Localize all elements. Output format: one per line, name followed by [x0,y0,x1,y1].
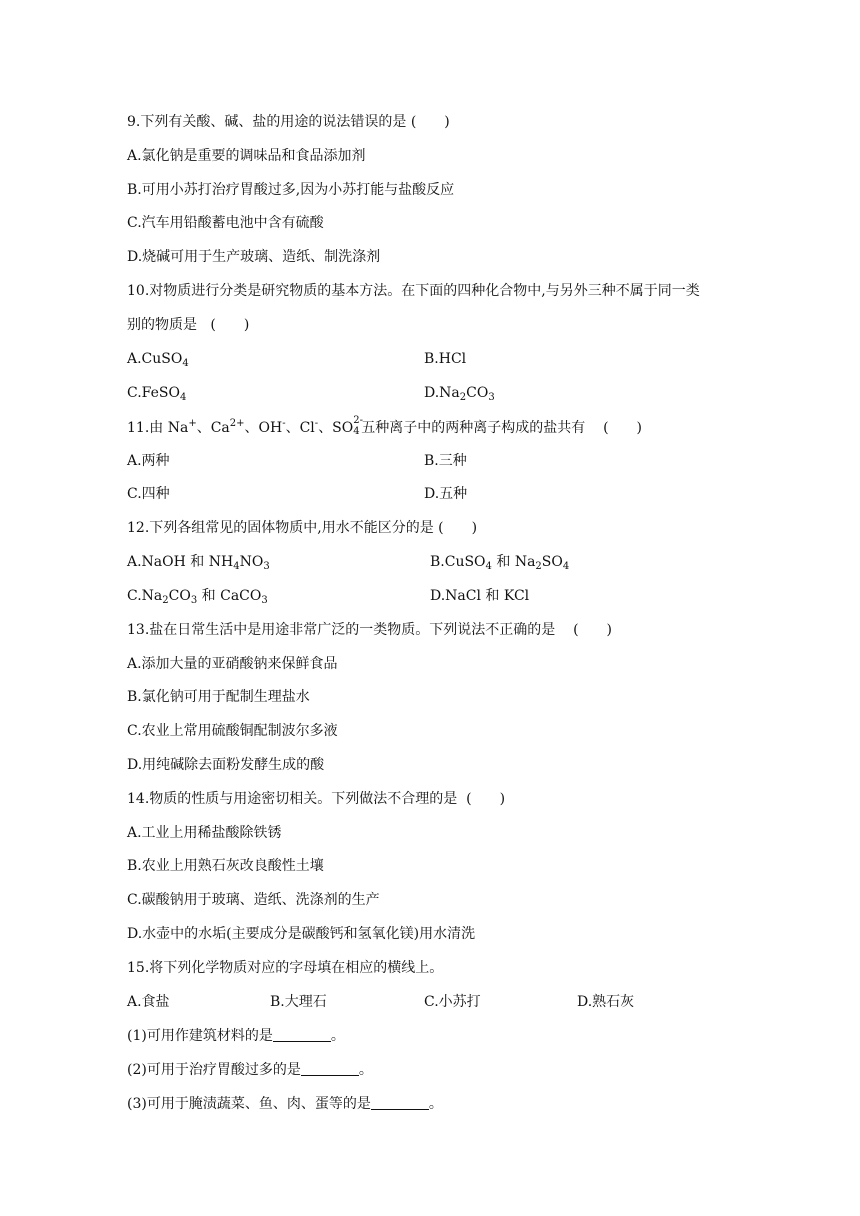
q10-stem-line2: 别的物质是 ( ) [127,317,250,333]
q14-stem: 14.物质的性质与用途密切相关。下列做法不合理的是 ( ) [127,791,506,807]
q15-option-a: A.食盐 [127,994,170,1010]
q14-option-b: B.农业上用熟石灰改良酸性土壤 [127,858,324,874]
q9-option-c: C.汽车用铅酸蓄电池中含有硫酸 [127,215,324,231]
q15-stem: 15.将下列化学物质对应的字母填在相应的横线上。 [127,960,444,976]
q12-stem: 12.下列各组常见的固体物质中,用水不能区分的是 ( ) [127,520,478,536]
q15-sub1: (1)可用作建筑材料的是 。 [127,1028,345,1044]
answer-blank-2[interactable] [301,1061,359,1076]
q9-option-d: D.烧碱可用于生产玻璃、造纸、制洗涤剂 [127,249,381,265]
q15-option-c: C.小苏打 [424,994,481,1010]
q15-sub2: (2)可用于治疗胃酸过多的是 。 [127,1062,373,1078]
q12-option-b: B.CuSO$_4$ 和 $Na_2SO_4$ [430,554,570,572]
sulfate-charge: 2- 4 [353,415,364,437]
q10-option-d: $D.Na_2CO_3$ [424,385,495,403]
q11-option-d: D.五种 [424,486,468,502]
q9-option-b: B.可用小苏打治疗胃酸过多,因为小苏打能与盐酸反应 [127,182,455,198]
q9-stem: 9.下列有关酸、碱、盐的用途的说法错误的是 ( ) [127,114,450,130]
q13-option-a: A.添加大量的亚硝酸钠来保鲜食品 [127,656,338,672]
q11-stem: 11.由 Na+、$Ca^{2+}$、OH-、Cl-、SO 2- 4 五种离子中的两种离子构成的盐共有 ( ) [127,415,643,437]
q13-stem: 13.盐在日常生活中是用途非常广泛的一类物质。下列说法不正确的是 ( ) [127,622,613,638]
q12-option-c: $C.Na_2CO_3$ 和 CaCO$_3$ [127,588,268,606]
q15-option-b: B.大理石 [270,994,327,1010]
q12-option-d: D.NaCl 和 KCl [430,588,530,604]
q9-option-a: A.氯化钠是重要的调味品和食品添加剂 [127,148,366,164]
answer-blank-1[interactable] [273,1027,331,1042]
q15-option-d: D.熟石灰 [577,994,635,1010]
q13-option-d: D.用纯碱除去面粉发酵生成的酸 [127,757,325,773]
q10-option-b: B.HCl [424,351,467,367]
answer-blank-3[interactable] [371,1095,429,1110]
q11-option-a: A.两种 [127,453,170,469]
q13-option-b: B.氯化钠可用于配制生理盐水 [127,689,310,705]
q10-option-c: C.FeSO$_4$ [127,385,187,403]
q14-option-d: D.水壶中的水垢(主要成分是碳酸钙和氢氧化镁)用水清洗 [127,926,476,942]
q14-option-c: C.碳酸钠用于玻璃、造纸、洗涤剂的生产 [127,892,380,908]
q15-sub3: (3)可用于腌渍蔬菜、鱼、肉、蛋等的是 。 [127,1096,443,1112]
q12-option-a: A.NaOH 和 $NH_4NO_3$ [127,554,270,572]
q13-option-c: C.农业上常用硫酸铜配制波尔多液 [127,723,338,739]
q14-option-a: A.工业上用稀盐酸除铁锈 [127,825,282,841]
q10-stem-line1: 10.对物质进行分类是研究物质的基本方法。在下面的四种化合物中,与另外三种不属于同一类 [127,283,700,299]
q11-option-c: C.四种 [127,486,170,502]
q11-option-b: B.三种 [424,453,467,469]
q10-option-a: A.CuSO$_4$ [127,351,189,369]
